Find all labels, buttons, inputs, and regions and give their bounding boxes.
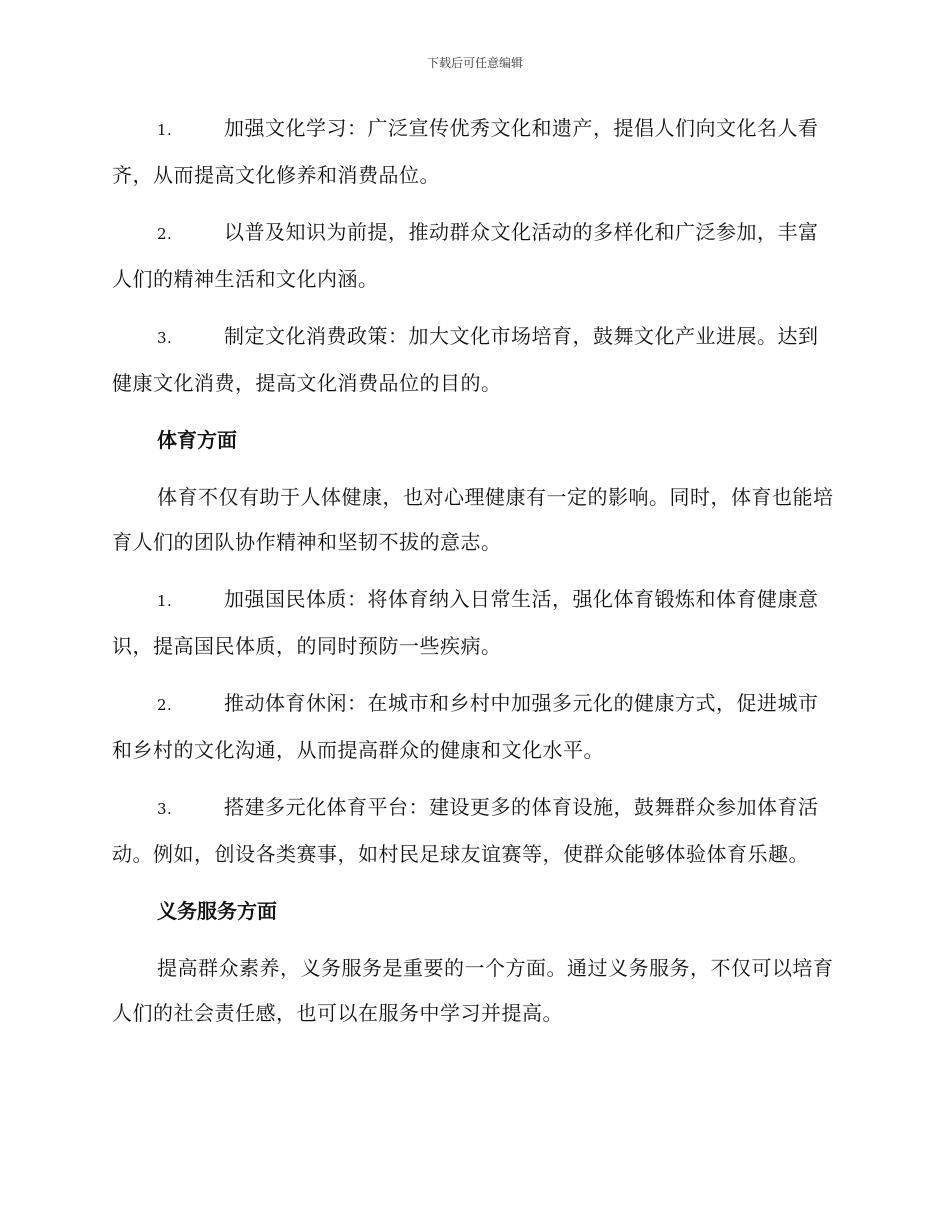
- sports-list-item-3: [112, 785, 834, 877]
- list-number: 3.: [157, 329, 173, 347]
- list-number: 2.: [157, 225, 173, 243]
- list-item-text: 搭建多元化体育平台：建设更多的体育设施，鼓舞群众参加体育活动。例如，创设各类赛事，如村民足球友谊赛等，使群众能够体验体育乐趣。: [112, 795, 819, 866]
- page-header: 下载后可任意编辑: [426, 56, 523, 70]
- list-item-text: 推动体育休闲：在城市和乡村中加强多元化的健康方式，促进城市和乡村的文化沟通，从而提高群众的健康和文化水平。: [112, 691, 819, 762]
- sports-list-item-2: [112, 681, 834, 773]
- list-number: 2.: [157, 696, 173, 714]
- volunteer-intro-paragraph: 提高群众素养，义务服务是重要的一个方面。通过义务服务，不仅可以培育人们的社会责任感，也可以在服务中学习并提高。: [112, 956, 834, 1025]
- list-item-text: 制定文化消费政策：加大文化市场培育，鼓舞文化产业进展。达到健康文化消费，提高文化消费品位的目的。: [112, 324, 819, 395]
- document-body: [112, 106, 834, 1048]
- list-item-text: 加强国民体质：将体育纳入日常生活，强化体育锻炼和体育健康意识，提高国民体质，的同时预防一些疾病。: [112, 587, 819, 658]
- culture-list-item-1: [112, 106, 834, 198]
- list-number: 1.: [157, 121, 173, 139]
- volunteer-heading: 义务服务方面: [157, 899, 277, 923]
- sports-intro-paragraph: 体育不仅有助于人体健康，也对心理健康有一定的影响。同时，体育也能培育人们的团队协作精神和坚韧不拔的意志。: [112, 485, 834, 554]
- sports-list-item-1: [112, 577, 834, 669]
- list-number: 3.: [157, 800, 173, 818]
- list-item-text: 以普及知识为前提，推动群众文化活动的多样化和广泛参加，丰富人们的精神生活和文化内涵。: [112, 220, 819, 291]
- list-number: 1.: [157, 592, 173, 610]
- list-item-text: 加强文化学习：广泛宣传优秀文化和遗产，提倡人们向文化名人看齐，从而提高文化修养和消费品位。: [112, 116, 819, 187]
- sports-heading: 体育方面: [157, 428, 237, 452]
- culture-list-item-3: [112, 314, 834, 406]
- culture-list-item-2: [112, 210, 834, 302]
